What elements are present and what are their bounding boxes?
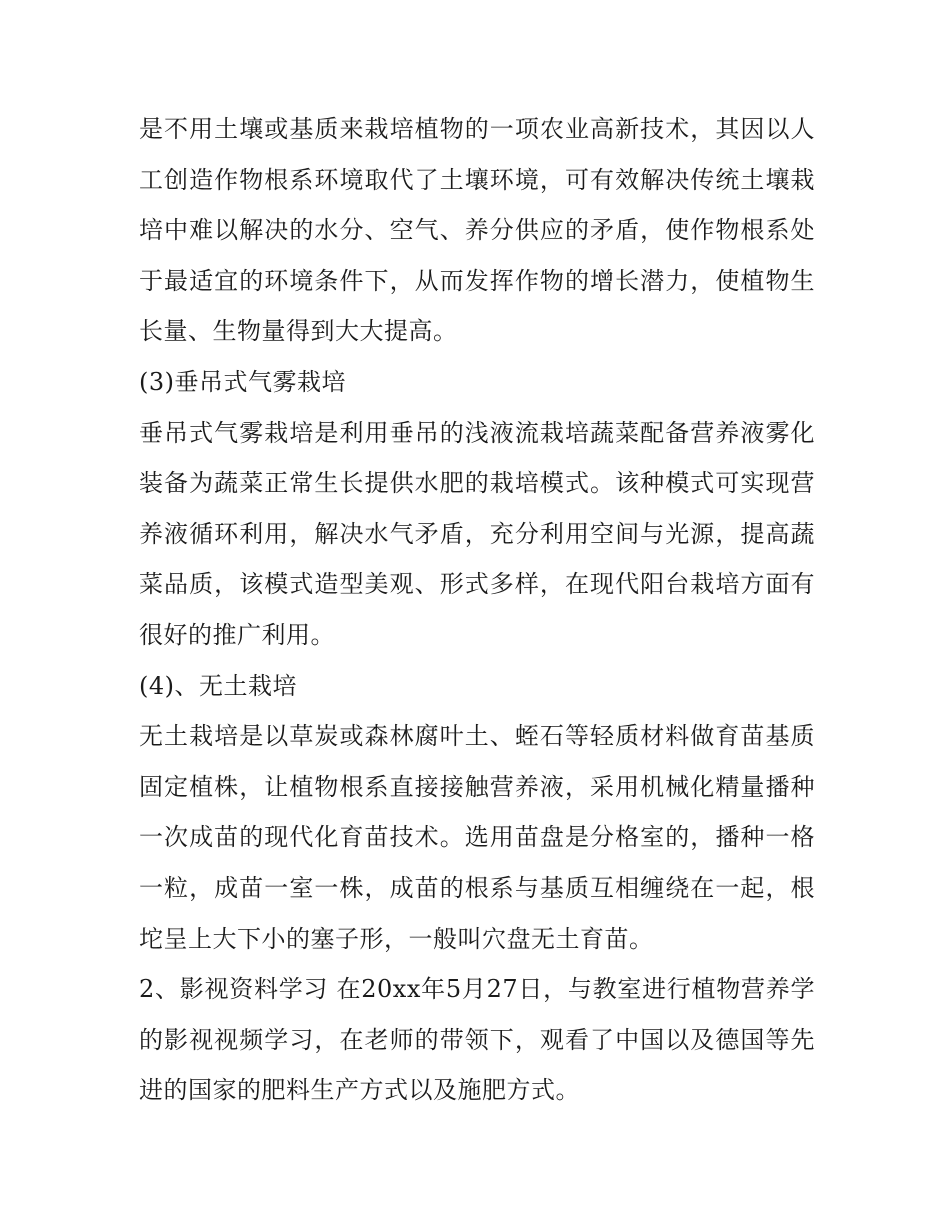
- document-body: [139, 104, 815, 1116]
- paragraph-video-study: 2、影视资料学习 在20xx年5月27日，与教室进行植物营养学的影视视频学习，在老师的带领下，观看了中国以及德国等先进的国家的肥料生产方式以及施肥方式。: [139, 975, 815, 1105]
- paragraph-soilless-cultivation: 无土栽培是以草炭或森林腐叶土、蛭石等轻质材料做育苗基质固定植株，让植物根系直接接触营养液，采用机械化精量播种一次成苗的现代化育苗技术。选用苗盘是分格室的，播种一格一粒，成苗一室一株，成苗的根系与基质互相缠绕在一起，根坨呈上大下小的塞子形，一般叫穴盘无土育苗。: [139, 722, 815, 953]
- heading-soilless-cultivation: (4)、无土栽培: [139, 671, 297, 700]
- heading-hanging-aeroponics: (3)垂吊式气雾栽培: [139, 367, 346, 396]
- paragraph-hydroponics-intro: 是不用土壤或基质来栽培植物的一项农业高新技术，其因以人工创造作物根系环境取代了土壤环境，可有效解决传统土壤栽培中难以解决的水分、空气、养分供应的矛盾，使作物根系处于最适宜的环境条件下，从而发挥作物的增长潜力，使植物生长量、生物量得到大大提高。: [139, 115, 815, 346]
- paragraph-hanging-aeroponics: 垂吊式气雾栽培是利用垂吊的浅液流栽培蔬菜配备营养液雾化装备为蔬菜正常生长提供水肥的栽培模式。该种模式可实现营养液循环利用，解决水气矛盾，充分利用空间与光源，提高蔬菜品质，该模式造型美观、形式多样，在现代阳台栽培方面有很好的推广利用。: [139, 418, 815, 649]
